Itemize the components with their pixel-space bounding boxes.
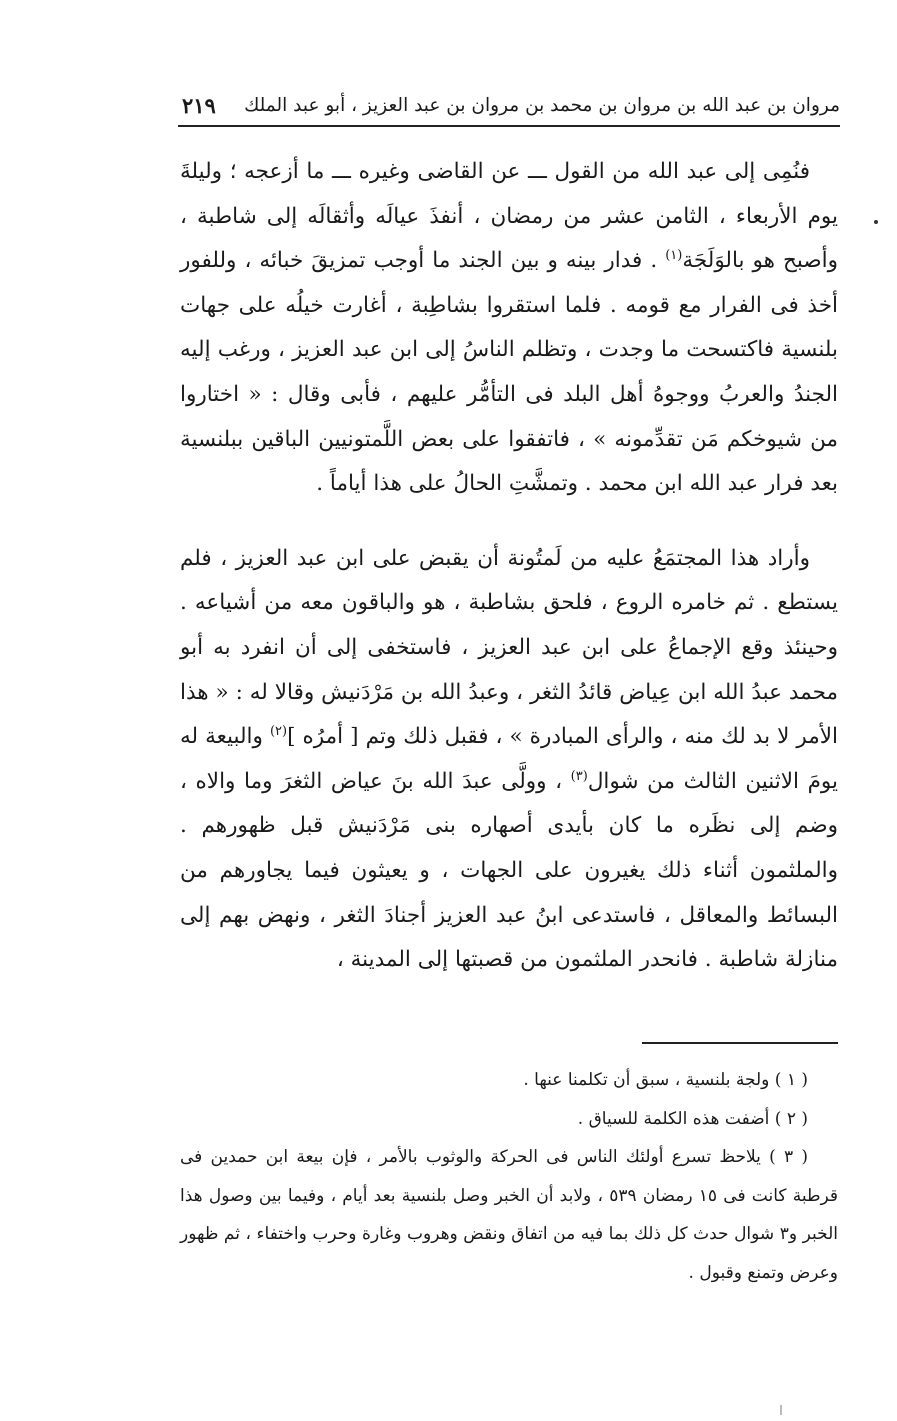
main-text [180, 150, 838, 983]
scan-mark [780, 1405, 782, 1415]
footnote-3: ( ٣ ) يلاحظ تسرع أولئك الناس فى الحركة والوثوب بالأمر ، فإن بيعة ابن حمدين فى قرطبة كانت فى ١٥ رمضان ٥٣٩ ، ولابد أن الخبر وصل بلنسية بعد أيام ، وفيما بين وصول هذا الخبر و٣ شوال حدث كل ذلك بما فيه من اتفاق ونقض وهروب وغارة وحرب واختفاء ، ثم ظهور وعرض وتمنع وقبول . [180, 1147, 839, 1283]
paragraph-2 [180, 537, 838, 983]
paragraph-1-text-a: فنُمِى إلى عبد الله من القول ـــ عن القاضى وغيره ـــ ما أزعجه ؛ وليلةَ يوم الأربعاء ، الثامن عشر من رمضان ، أنفذَ عيالَه وأثقالَه إلى شاطبة ، وأصبح هو بالوَلَجَة [180, 159, 838, 274]
margin-dot [874, 220, 878, 224]
page-number: ٢١٩ [182, 92, 216, 118]
footnote-ref-1: (١) [665, 248, 683, 264]
paragraph-2-text-a: وأراد هذا المجتمَعُ عليه من لَمتُونة أن يقبض على ابن عبد العزيز ، فلم يستطع . ثم خامره الروع ، فلحق بشاطبة ، هو والباقون معه من أشياعه . وحينئذ وقع الإجماعُ على ابن عبد العزيز ، فاستخفى إلى أن انفرد به أبو محمد عبدُ الله ابن عِياض قائدُ الثغر ، وعبدُ الله بن مَرْدَنيش وقالا له : « هذا الأمر لا بد لك منه ، والرأى المبادرة » ، فقبل ذلك وتم [ أمرُه ] [180, 545, 838, 750]
footnote-1: ( ١ ) ولجة بلنسية ، سبق أن تكلمنا عنها . [523, 1070, 808, 1090]
page-header [178, 88, 840, 122]
paragraph-2-text-c: ، وولَّى عبدَ الله بنَ عياض الثغرَ وما والاه ، وضم إلى نظَره ما كان بأيدى أصهاره بنى مَرْدَنيش قبل ظهورهم . والملثمون أثناء ذلك يغيرون على الجهات ، و يعيثون فيما يجاورهم من البسائط والمعاقل ، فاستدعى ابنُ عبد العزيز أجنادَ الثغر ، ونهض بهم إلى منازلة شاطبة . فانحدر الملثمون من قصبتها إلى المدينة ، [180, 768, 838, 973]
footnote-ref-2: (٢) [269, 723, 288, 739]
header-rule [178, 125, 840, 127]
running-title: مروان بن عبد الله بن مروان بن محمد بن مروان بن عبد العزيز ، أبو عبد الملك [244, 94, 840, 116]
footnote-rule [642, 1042, 838, 1044]
footnote-ref-3: (٣) [570, 768, 588, 784]
footnote-2: ( ٢ ) أضفت هذه الكلمة للسياق . [577, 1108, 808, 1129]
paragraph-1 [180, 150, 838, 507]
paragraph-1-text-b: . فدار بينه و بين الجند ما أوجب تمزيقَ خبائه ، وللفور أخذ فى الفرار مع قومه . فلما استقروا بشاطِبة ، أغارت خيلُه على جهات بلنسية فاكتسحت ما وجدت ، وتظلم الناسُ إلى ابن عبد العزيز ، ورغب إليه الجندُ والعربُ ووجوهُ أهل البلد فى التأمُّر عليهم ، فأبى وقال : « اختاروا من شيوخكم مَن تقدِّمونه » ، فاتفقوا على بعض اللَّمتونيين الباقين ببلنسية بعد فرار عبد الله ابن محمد . وتمشَّتِ الحالُ على هذا أياماً . [180, 248, 838, 497]
footnotes [180, 1061, 838, 1292]
paragraph-2-text-b: والبيعة له يومَ الاثنين الثالث من شوال [180, 724, 838, 794]
